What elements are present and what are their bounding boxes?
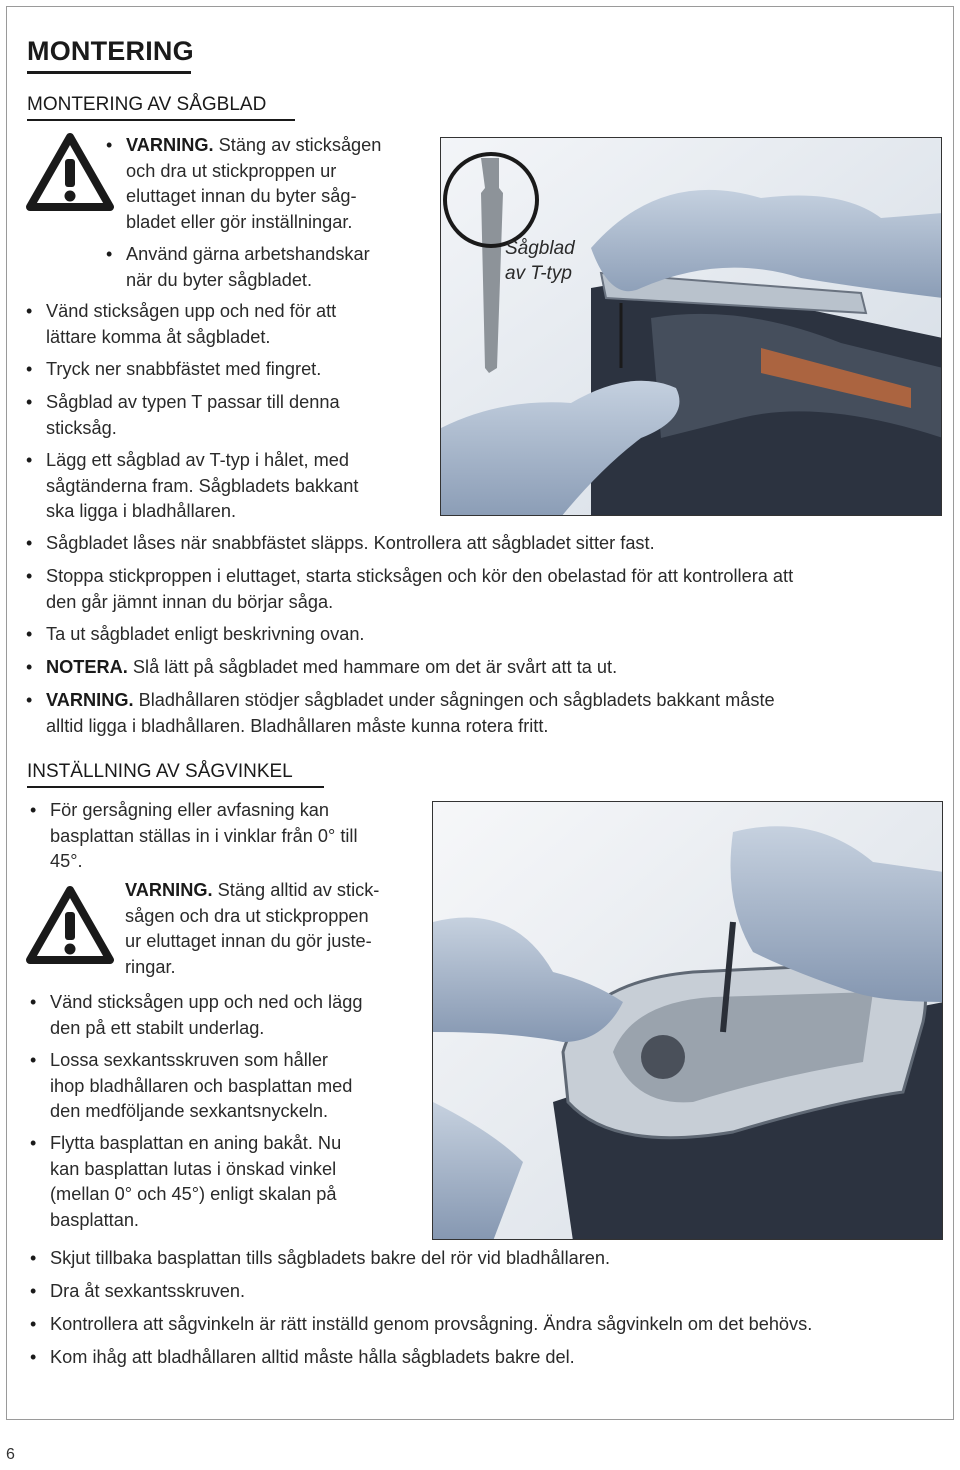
bullet-item: • Ta ut sågbladet enligt beskrivning ovan. [46, 622, 364, 648]
warning-text-3: VARNING. Stäng alltid av stick- sågen och dra ut stickproppen ur eluttaget innan du gör juste- ringar. [125, 880, 380, 977]
bullet-item: • Sågblad av typen T passar till denna sticksåg. [46, 390, 340, 441]
photo-caption-line2: av T-typ [505, 263, 572, 284]
section-heading-underline [27, 786, 324, 788]
intro-item: • För gersågning eller avfasning kan basplattan ställas in i vinklar från 0° till 45°. [50, 798, 358, 875]
section-heading-sagvinkel: INSTÄLLNING AV SÅGVINKEL [27, 761, 293, 782]
page-number: 6 [6, 1446, 15, 1463]
photo-angle-adjust [432, 801, 943, 1240]
title-underline [27, 71, 191, 74]
bullet-item: • Lossa sexkantsskruven som håller ihop bladhållaren och basplattan med den medföljande sexkantsnyckeln. [50, 1048, 352, 1125]
bullet-item: • NOTERA. Slå lätt på sågbladet med hammare om det är svårt att ta ut. [46, 655, 617, 681]
base-plate-photo-illustration [433, 802, 943, 1240]
bullet-item: • Skjut tillbaka basplattan tills sågbladets bakre del rör vid bladhållaren. [50, 1246, 610, 1272]
warning-triangle-icon [25, 885, 115, 965]
warning-triangle-icon [25, 132, 115, 212]
section-heading-sagblad: MONTERING AV SÅGBLAD [27, 94, 267, 115]
bullet-item: • Stoppa stickproppen i eluttaget, starta sticksågen och kör den obelastad för att kontrollera att den går jämnt innan du börjar såga. [46, 564, 793, 615]
photo-caption-line1: Sågblad [505, 238, 575, 259]
bullet-item: • Sågbladet låses när snabbfästet släpps. Kontrollera att sågbladet sitter fast. [46, 531, 655, 557]
bullet-item: • Kontrollera att sågvinkeln är rätt inställd genom provsågning. Ändra sågvinkeln om det behövs. [50, 1312, 812, 1338]
bullet-item: • VARNING. Bladhållaren stödjer sågbladet under sågningen och sågbladets bakkant måste alltid ligga i bladhållaren. Bladhållaren måste kunna rotera fritt. [46, 688, 775, 739]
section-heading-underline [27, 119, 295, 121]
bullet-item: • Kom ihåg att bladhållaren alltid måste hålla sågbladets bakre del. [50, 1345, 575, 1371]
bullet-item: • Vänd sticksågen upp och ned för att lättare komma åt sågbladet. [46, 299, 336, 350]
bullet-item: • Vänd sticksågen upp och ned och lägg den på ett stabilt underlag. [50, 990, 362, 1041]
bullet-item: • Tryck ner snabbfästet med fingret. [46, 357, 321, 383]
jigsaw-blade-photo-illustration [441, 138, 942, 516]
photo-blade-insert [440, 137, 942, 516]
warning-text-2: • Använd gärna arbetshandskar när du byter sågbladet. [126, 242, 370, 293]
warning-text-1: • VARNING. Stäng av sticksågen och dra ut stickproppen ur eluttaget innan du byter såg- bladet eller gör inställningar. [126, 133, 381, 235]
page-title: MONTERING [27, 36, 194, 66]
bullet-item: • Lägg ett sågblad av T-typ i hålet, med sågtänderna fram. Sågbladets bakkant ska ligga i bladhållaren. [46, 448, 358, 525]
bullet-item: • Dra åt sexkantsskruven. [50, 1279, 245, 1305]
bullet-item: • Flytta basplattan en aning bakåt. Nu kan basplattan lutas i önskad vinkel (mellan 0° och 45°) enligt skalan på basplattan. [50, 1131, 341, 1233]
